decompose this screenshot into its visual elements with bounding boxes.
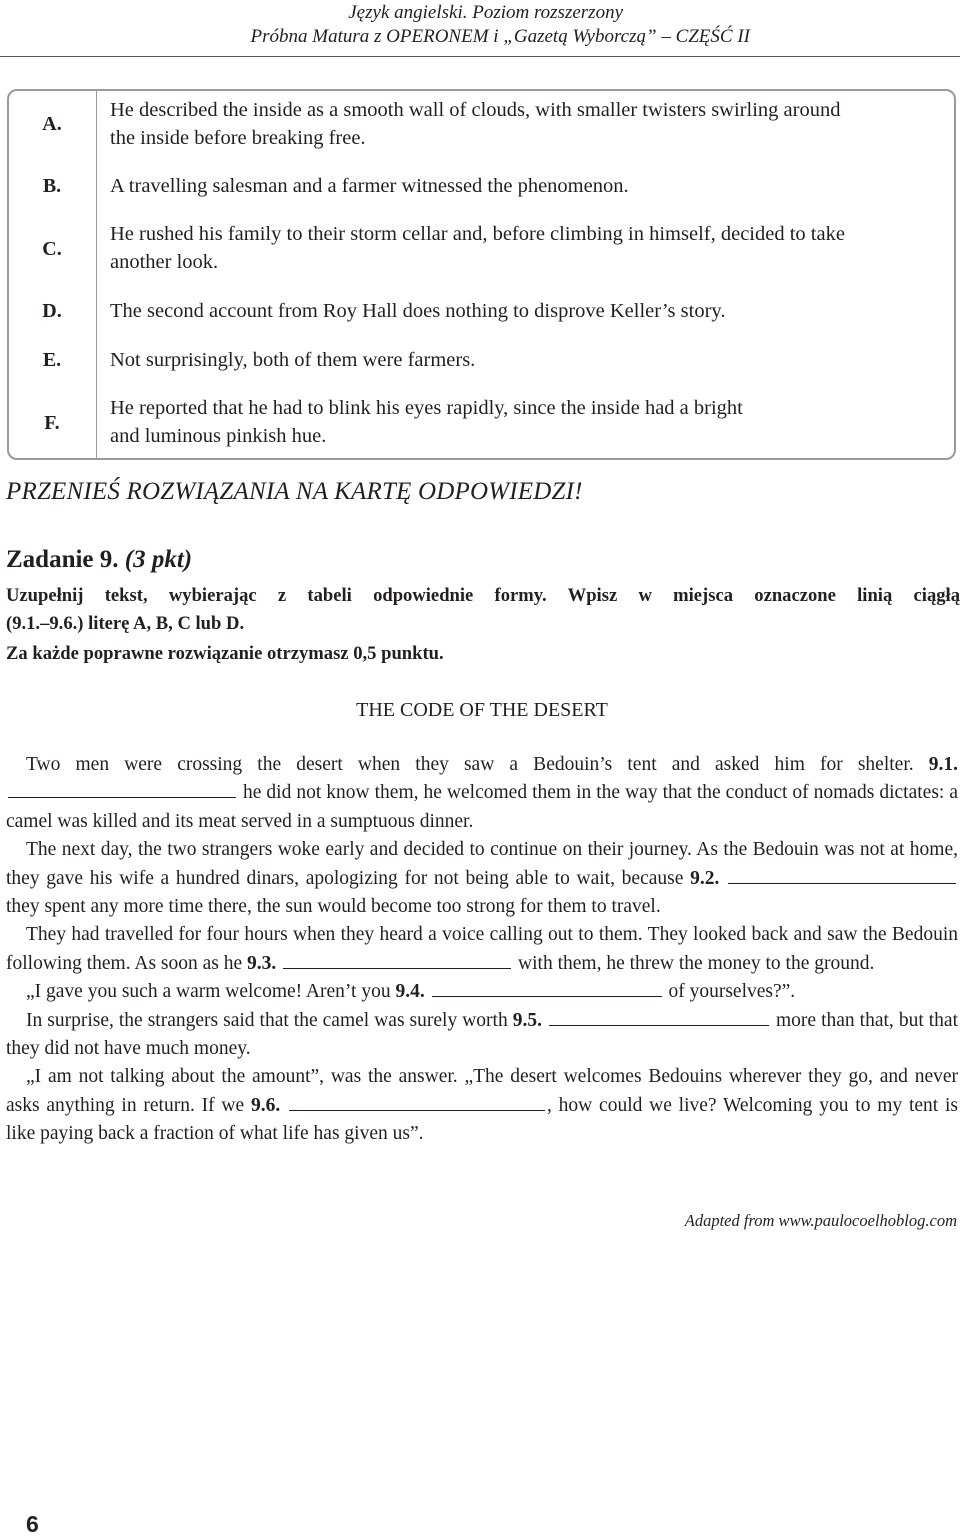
gap-line-9-6 xyxy=(289,1092,545,1111)
option-letter-b: B. xyxy=(42,175,62,197)
story-text-span: more than that, but that they did not have much money. xyxy=(6,1009,958,1060)
story-paragraph-5 xyxy=(6,1007,958,1064)
page-number: 6 xyxy=(26,1511,39,1537)
gap-line-9-5 xyxy=(549,1007,769,1026)
gap-line-9-1 xyxy=(8,779,236,798)
option-line: The second account from Roy Hall does nothing to disprove Keller’s story. xyxy=(110,300,726,322)
option-letter-d: D. xyxy=(42,300,62,322)
option-text-d xyxy=(110,297,950,325)
story-paragraph-6 xyxy=(6,1063,958,1148)
header-rule xyxy=(0,56,960,57)
story-text-span: The next day, the two strangers woke early and decided to continue on their journey. As the Bedouin was not at home, they gave his wife a hundred dinars, apologizing for not being able to wait, because xyxy=(6,839,958,889)
option-line: and luminous pinkish hue. xyxy=(110,425,327,447)
option-letter-f: F. xyxy=(44,412,60,434)
story-text-span: he did not know them, he welcomed them in the way that the conduct of nomads dictates: a camel was killed and its meat served in a sumptuous dinner. xyxy=(6,782,958,832)
option-letter-c: C. xyxy=(42,238,62,260)
story-paragraph-3 xyxy=(6,921,958,978)
story-text-span: They had travelled for four hours when they heard a voice calling out to them. They looked back and saw the Bedouin following them. As soon as he xyxy=(6,924,958,974)
gap-line-9-2 xyxy=(728,865,956,884)
option-letter-e: E. xyxy=(42,349,62,371)
story-text-span: with them, he threw the money to the ground. xyxy=(518,952,875,974)
story-text-span: of yourselves?”. xyxy=(668,981,796,1003)
task-instruction-line3: Za każde poprawne rozwiązanie otrzymasz 0,5 punktu. xyxy=(6,643,444,664)
story-paragraph-4 xyxy=(6,978,958,1006)
story-text-span: „I gave you such a warm welcome! Aren’t you xyxy=(26,981,391,1003)
story-text xyxy=(6,751,958,1149)
option-text-c xyxy=(110,220,950,276)
option-line: A travelling salesman and a farmer witnessed the phenomenon. xyxy=(110,175,629,197)
option-line: the inside before breaking free. xyxy=(110,127,366,149)
option-text-e xyxy=(110,346,950,374)
source-credit: Adapted from www.paulocoelhoblog.com xyxy=(684,1211,957,1230)
story-text-span: „I am not talking about the amount”, was the answer. „The desert welcomes Bedouins wherever they go, and never asks anything in return. If we xyxy=(6,1066,958,1116)
task-number: Zadanie 9. xyxy=(6,546,119,573)
gap-number-9-5: 9.5. xyxy=(512,1009,542,1031)
story-text-span: Two men were crossing the desert when they saw a Bedouin’s tent and asked him for shelter. xyxy=(26,754,914,775)
option-line: He reported that he had to blink his eyes rapidly, since the inside had a bright xyxy=(110,397,743,419)
option-line: Not surprisingly, both of them were farmers. xyxy=(110,349,476,371)
task-points: (3 pkt) xyxy=(124,546,193,573)
story-paragraph-2 xyxy=(6,836,958,921)
transfer-note: PRZENIEŚ ROZWIĄZANIA NA KARTĘ ODPOWIEDZI! xyxy=(6,478,583,505)
story-text-span: they spent any more time there, the sun would become too strong for them to travel. xyxy=(6,896,661,918)
gap-line-9-4 xyxy=(432,978,662,997)
option-text-f xyxy=(110,394,950,450)
story-paragraph-1 xyxy=(6,751,958,836)
gap-number-9-2: 9.2. xyxy=(690,867,720,889)
task-title xyxy=(6,546,192,574)
header-subject: Język angielski. Poziom rozszerzony xyxy=(348,2,623,23)
gap-number-9-1: 9.1. xyxy=(928,754,958,775)
story-title: THE CODE OF THE DESERT xyxy=(356,699,608,721)
header-exam: Próbna Matura z OPERONEM i „Gazetą Wyborczą” – CZĘŚĆ II xyxy=(250,26,750,47)
gap-number-9-6: 9.6. xyxy=(250,1094,281,1116)
option-line: another look. xyxy=(110,251,219,273)
story-text-span: In surprise, the strangers said that the camel was surely worth xyxy=(26,1009,508,1031)
gap-line-9-3 xyxy=(283,950,511,969)
option-letter-a: A. xyxy=(42,113,62,135)
option-line: He rushed his family to their storm cellar and, before climbing in himself, decided to take xyxy=(110,223,845,245)
gap-number-9-4: 9.4. xyxy=(395,981,425,1003)
gap-number-9-3: 9.3. xyxy=(247,952,277,974)
task-instruction-line2: (9.1.–9.6.) literę A, B, C lub D. xyxy=(6,613,245,634)
options-divider xyxy=(96,89,97,460)
task-instruction-line1: Uzupełnij tekst, wybierając z tabeli odpowiednie formy. Wpisz w miejsca oznaczone linią ciągłą xyxy=(6,585,960,606)
option-text-a xyxy=(110,96,950,152)
story-text-span: , how could we live? Welcoming you to my tent is like paying back a fraction of what life has given us”. xyxy=(6,1094,958,1145)
option-line: He described the inside as a smooth wall of clouds, with smaller twisters swirling around xyxy=(110,99,841,121)
option-text-b xyxy=(110,172,950,200)
